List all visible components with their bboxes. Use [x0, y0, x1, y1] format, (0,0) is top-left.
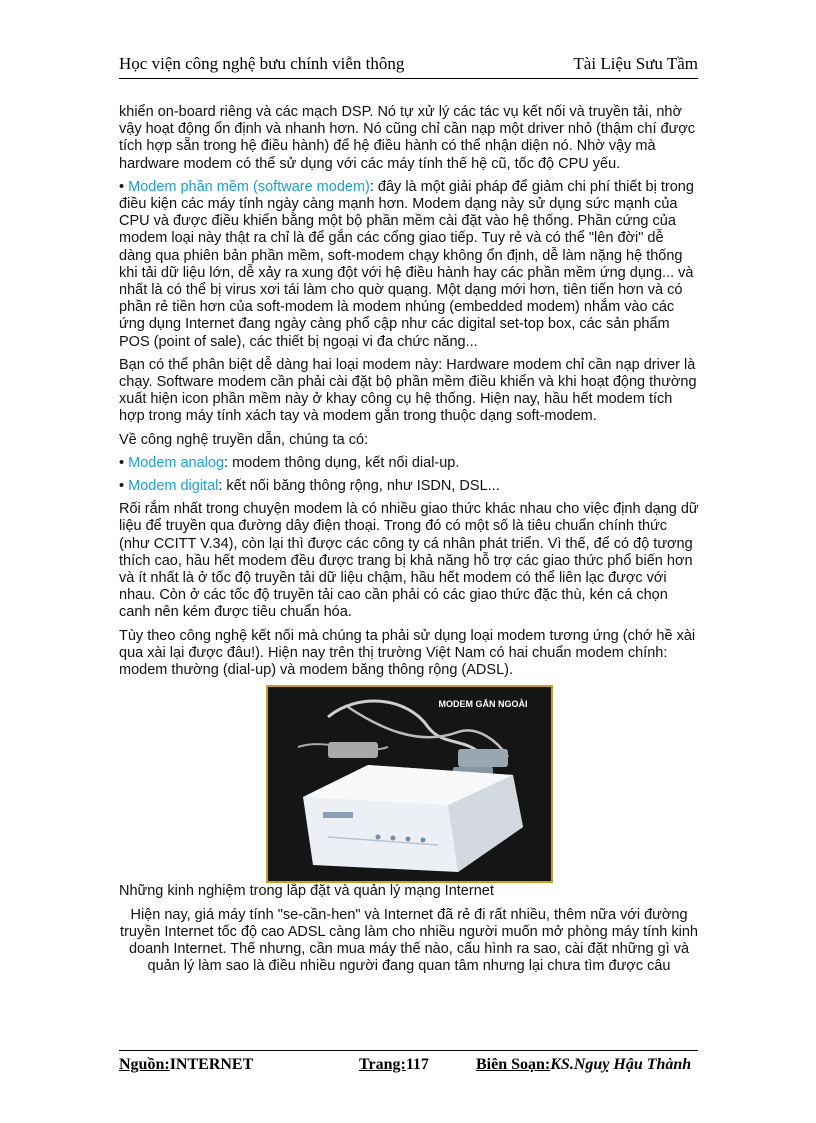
software-modem-desc: : đây là một giải pháp để giảm chi phí thiết bị trong điều kiện các máy tính ngày càng mạnh hơn. Modem dạng này sử dụng sức mạnh của CPU và được điều khiển bằng một bộ phần mềm cài đặt vào hệ thống. Phần cứng của modem loại này thật ra chỉ là để gắn các cổng giao tiếp. Tuy rẻ và có thể "lên đời" dễ dàng qua phiên bản phần mềm, soft-modem chạy không ổn định, dễ làm nặng hệ thống khi tải dữ liệu lớn, dễ xảy ra xung đột với hệ điều hành hay các phần mềm ứng dụng... và nhất là có thể bị virus xơi tái làm cho quờ quạng. Một dạng mới hơn, tiên tiến hơn và có phần rẻ tiền hơn của soft-modem là modem nhúng (embedded modem) nhắm vào các ứng dụng Internet đang ngày càng phổ cập như các digital set-top box, các sản phẩm POS (point of sale), các thiết bị ngoại vi đa chức năng... [119, 178, 694, 350]
footer-author [476, 1056, 691, 1074]
bullet-digital: • Modem digital: kết nối băng thông rộng, như ISDN, DSL... [119, 478, 500, 495]
page-body [119, 104, 699, 981]
paragraph-connection-tech: Tùy theo công nghệ kết nối mà chúng ta phải sử dụng loại modem tương ứng (chớ hề xài qua xài lại được đâu!). Hiện nay trên thị trường Việt Nam có hai chuẩn modem chính: modem thường (dial-up) và modem băng thông rộng (ADSL). [119, 627, 696, 679]
modem-photo [266, 685, 553, 883]
header-institution: Học viện công nghệ bưu chính viễn thông [119, 54, 405, 73]
footer-source-label: Nguồn: [119, 1056, 170, 1073]
digital-desc: : kết nối băng thông rộng, như ISDN, DSL... [218, 478, 500, 495]
footer-page-number: 117 [405, 1056, 429, 1073]
footer-author-name: KS.Nguỵ Hậu Thành [550, 1056, 692, 1073]
page-header [119, 52, 698, 79]
analog-term: Modem analog [128, 454, 225, 471]
page-footer [119, 1050, 698, 1073]
footer-source-value: INTERNET [169, 1056, 254, 1073]
paragraph-distinguish: Bạn có thể phân biệt dễ dàng hai loại modem này: Hardware modem chỉ cần nạp driver là chạy. Software modem cần phải cài đặt bộ phần mềm điều khiển và khi hoạt động thường xuất hiện icon phần mềm này ở khay công cụ hệ thống. Hiện nay, hầu hết modem tích hợp trong máy tính xách tay và modem gắn trong thuộc dạng soft-modem. [119, 356, 697, 425]
paragraph-protocols: Rối rắm nhất trong chuyện modem là có nhiều giao thức khác nhau cho việc định dạng dữ liệu để truyền qua đường dây điện thoại. Trong đó có một số là tiêu chuẩn chính thức (như CCITT V.34), còn lại thì được các công ty cá nhân phát triển. Vì thế, để có độ tương thích cao, hầu hết modem đều được trang bị khả năng hỗ trợ các giao thức phổ biến hơn và ít nhất là ở tốc độ truyền tải dữ liệu chậm, hầu hết modem có thể liên lạc được với nhau. Còn ở các tốc độ truyền tải cao cần phải có các giao thức đặc thù, kén cá chọn canh nên kém được tiêu chuẩn hóa. [119, 501, 699, 621]
analog-desc: : modem thông dụng, kết nối dial-up. [224, 454, 460, 471]
software-modem-term: Modem phần mềm (software modem) [128, 178, 370, 195]
bullet-analog: • Modem analog: modem thông dụng, kết nối dial-up. [119, 454, 460, 471]
footer-author-label: Biên Soạn: [476, 1056, 551, 1073]
bullet: • [119, 178, 129, 195]
footer-page [359, 1056, 429, 1074]
paragraph-transmission-intro: Về công nghệ truyền dẫn, chúng ta có: [119, 431, 369, 448]
modem-illustration [268, 687, 551, 881]
header-doc-type: Tài Liệu Sưu Tầm [573, 54, 698, 73]
paragraph-software-modem [119, 179, 699, 351]
figure-label: MODEM GẮN NGOÀI [438, 699, 527, 710]
paragraph-internet-cafe: Hiện nay, giá máy tính "se-cần-hen" và Internet đã rẻ đi rất nhiều, thêm nữa với đường truyền Internet tốc độ cao ADSL càng làm cho nhiều người muốn mở phòng máy tính kinh doanh Internet. Thế nhưng, cần mua máy thế nào, cấu hình ra sao, cài đặt những gì và quản lý làm sao là điều nhiều người đang quan tâm nhưng lại chưa tìm được câu [120, 906, 698, 975]
digital-term: Modem digital [128, 478, 219, 495]
footer-page-label: Trang: [359, 1056, 406, 1073]
paragraph-hardware-modem: khiển on-board riêng và các mạch DSP. Nó tự xử lý các tác vụ kết nối và truyền tải, nhờ vậy hoạt động ổn định và nhanh hơn. Nó cũng chỉ cần nạp một driver nhỏ (thậm chí được tích hợp sẵn trong hệ điều hành) để hệ điều hành có thể nhận diện nó. Nhờ vậy mà hardware modem có thể sử dụng với các máy tính thế hệ cũ, tốc độ CPU yếu. [119, 104, 696, 172]
footer-source [119, 1056, 253, 1074]
figure-caption: Những kinh nghiệm trong lắp đặt và quản lý mạng Internet [119, 883, 494, 900]
